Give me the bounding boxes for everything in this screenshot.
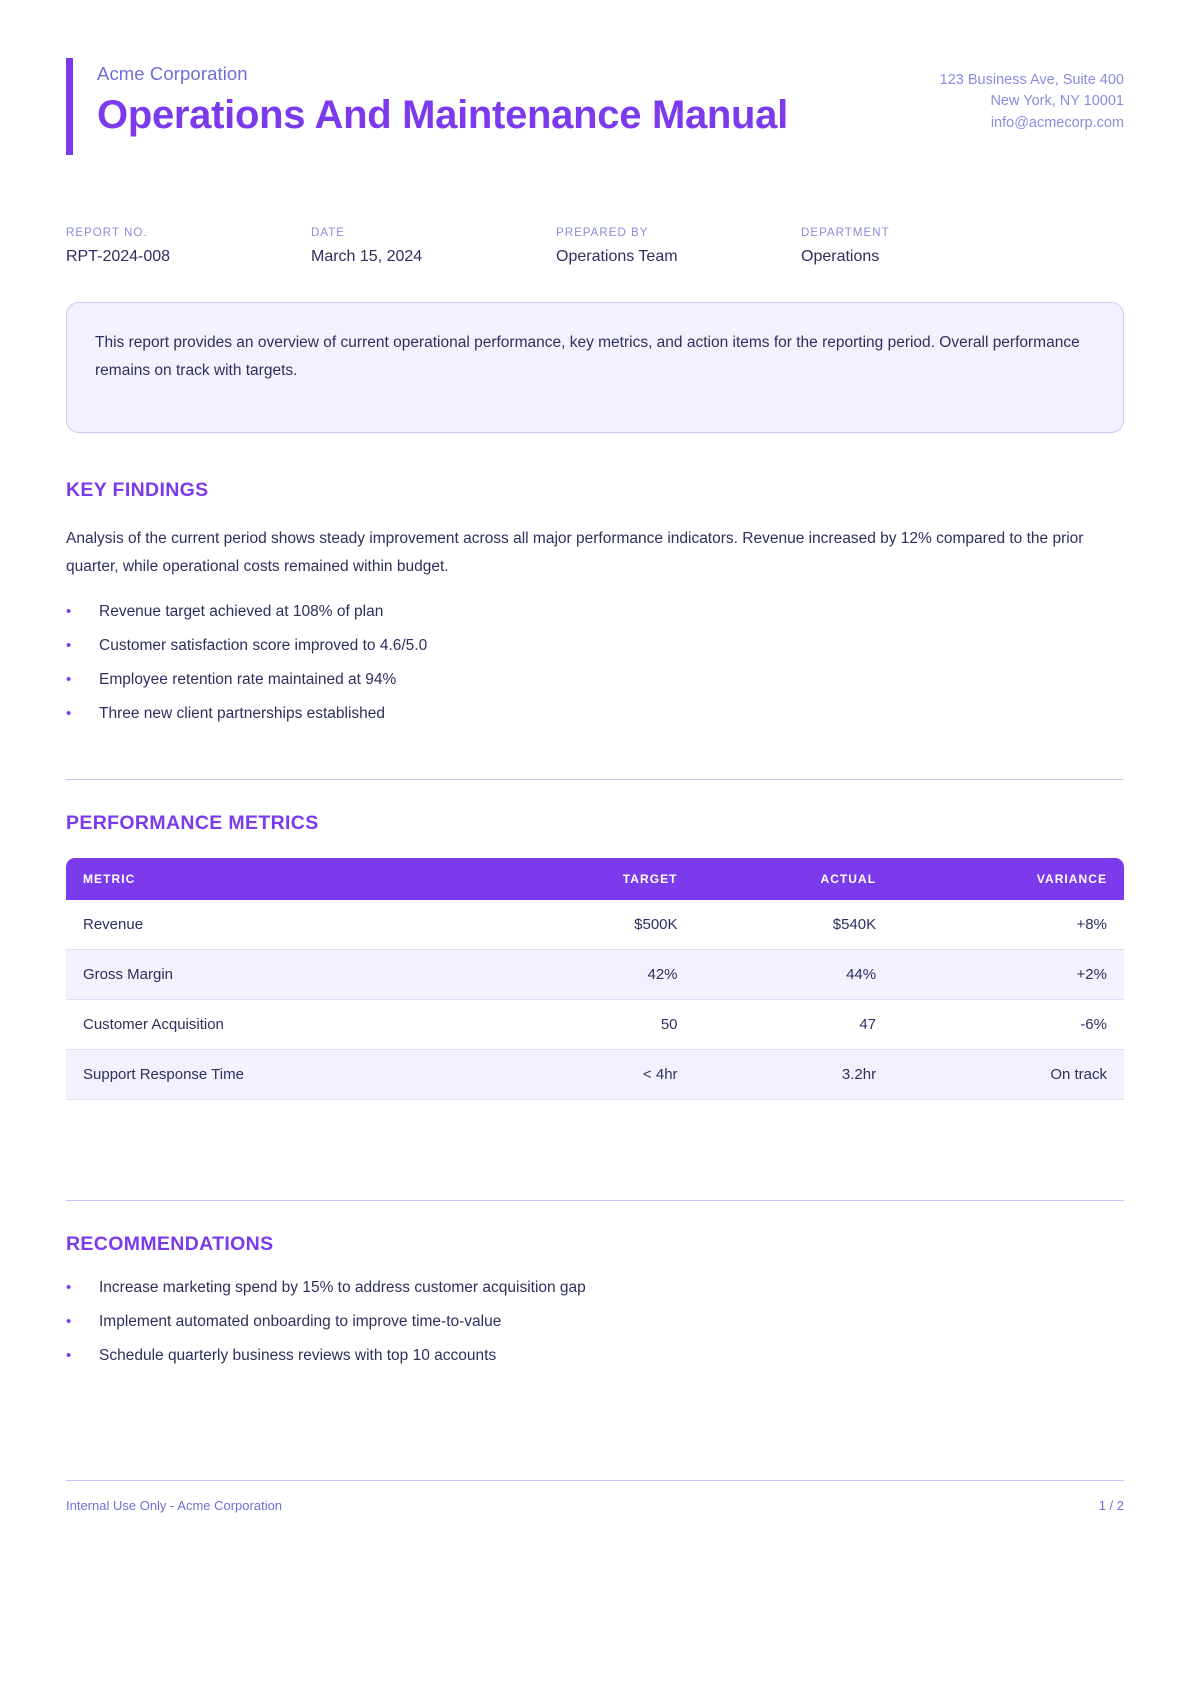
cell-actual: 3.2hr: [695, 1050, 894, 1100]
cell-metric: Customer Acquisition: [66, 1000, 498, 1050]
bullet-dot-icon: •: [66, 705, 72, 723]
cell-actual: 44%: [695, 950, 894, 1000]
footer-page-number: 1 / 2: [1098, 1498, 1124, 1513]
cell-actual: $540K: [695, 900, 894, 950]
meta-field-prepared-by: [556, 227, 801, 266]
bullet-dot-icon: •: [66, 603, 72, 621]
column-header-metric: METRIC: [66, 858, 498, 900]
key-findings-list: [66, 603, 1124, 723]
list-item: [66, 603, 1124, 621]
table-row: [66, 1050, 1124, 1100]
bullet-dot-icon: •: [66, 1347, 72, 1365]
key-findings-section: [66, 479, 1124, 723]
list-item-label: Increase marketing spend by 15% to address customer acquisition gap: [99, 1279, 586, 1297]
list-item-label: Three new client partnerships established: [99, 705, 386, 723]
list-item-label: Implement automated onboarding to improve time-to-value: [99, 1313, 502, 1331]
table-body: [66, 900, 1124, 1100]
bullet-dot-icon: •: [66, 671, 72, 689]
recommendations-list: [66, 1279, 1124, 1365]
cell-metric: Gross Margin: [66, 950, 498, 1000]
list-item-label: Employee retention rate maintained at 94%: [99, 671, 397, 689]
header-left-block: [66, 58, 788, 155]
list-item-label: Revenue target achieved at 108% of plan: [99, 603, 384, 621]
cell-actual: 47: [695, 1000, 894, 1050]
cell-variance: -6%: [893, 1000, 1124, 1050]
report-metadata-row: [66, 227, 1124, 266]
column-header-variance: VARIANCE: [893, 858, 1124, 900]
list-item: [66, 1347, 1124, 1365]
cell-target: $500K: [498, 900, 695, 950]
section-divider: [66, 779, 1124, 780]
section-divider: [66, 1200, 1124, 1201]
meta-field-report-no: [66, 227, 311, 266]
cell-variance: +2%: [893, 950, 1124, 1000]
executive-summary-box: [66, 302, 1124, 433]
bullet-dot-icon: •: [66, 637, 72, 655]
meta-label-department: DEPARTMENT: [801, 227, 890, 239]
performance-metrics-title: PERFORMANCE METRICS: [66, 812, 319, 835]
meta-value-date: March 15, 2024: [311, 248, 423, 265]
executive-summary-text: This report provides an overview of current operational performance, key metrics, and action items for the reporting period. Overall performance remains on track with targets.: [95, 334, 1080, 379]
cell-target: < 4hr: [498, 1050, 695, 1100]
performance-metrics-table: [66, 858, 1124, 1100]
company-address-block: [940, 58, 1124, 134]
column-header-target: TARGET: [498, 858, 695, 900]
document-header: [66, 58, 1124, 169]
list-item-label: Schedule quarterly business reviews with top 10 accounts: [99, 1347, 497, 1365]
bullet-dot-icon: •: [66, 1279, 72, 1297]
list-item: [66, 671, 1124, 689]
cell-variance: +8%: [893, 900, 1124, 950]
bullet-dot-icon: •: [66, 1313, 72, 1331]
meta-label-prepared-by: PREPARED BY: [556, 227, 649, 239]
key-findings-title: KEY FINDINGS: [66, 479, 209, 501]
meta-field-date: [311, 227, 556, 266]
footer-confidentiality-note: Internal Use Only - Acme Corporation: [66, 1498, 283, 1513]
contact-email: info@acmecorp.com: [990, 114, 1124, 131]
cell-target: 50: [498, 1000, 695, 1050]
performance-metrics-section: [66, 812, 1124, 1100]
header-titles: [97, 58, 788, 155]
cell-metric: Support Response Time: [66, 1050, 498, 1100]
column-header-actual: ACTUAL: [695, 858, 894, 900]
list-item: [66, 637, 1124, 655]
list-item: [66, 1313, 1124, 1331]
meta-field-department: [801, 227, 1046, 266]
key-findings-paragraph: Analysis of the current period shows steady improvement across all major performance indicators. Revenue increased by 12% compared to the prior quarter, while operational costs remained within budget.: [66, 530, 1084, 576]
recommendations-title: RECOMMENDATIONS: [66, 1233, 274, 1256]
table-header-row: [66, 858, 1124, 900]
cell-variance: On track: [893, 1050, 1124, 1100]
page-footer: [66, 1480, 1124, 1513]
list-item: [66, 705, 1124, 723]
meta-value-prepared-by: Operations Team: [556, 248, 678, 265]
list-item-label: Customer satisfaction score improved to 4.6/5.0: [99, 637, 428, 655]
meta-label-report-no: REPORT NO.: [66, 227, 148, 239]
meta-value-department: Operations: [801, 248, 880, 265]
accent-bar: [66, 58, 73, 155]
table-row: [66, 950, 1124, 1000]
table-header: [66, 858, 1124, 900]
table-row: [66, 1000, 1124, 1050]
address-line-2: New York, NY 10001: [990, 93, 1124, 110]
page-title: Operations And Maintenance Manual: [97, 93, 788, 137]
table-row: [66, 900, 1124, 950]
company-name: Acme Corporation: [97, 63, 248, 84]
recommendations-section: [66, 1233, 1124, 1365]
cell-target: 42%: [498, 950, 695, 1000]
list-item: [66, 1279, 1124, 1297]
meta-label-date: DATE: [311, 227, 346, 239]
address-line-1: 123 Business Ave, Suite 400: [939, 72, 1124, 88]
meta-value-report-no: RPT-2024-008: [66, 248, 171, 265]
cell-metric: Revenue: [66, 900, 498, 950]
